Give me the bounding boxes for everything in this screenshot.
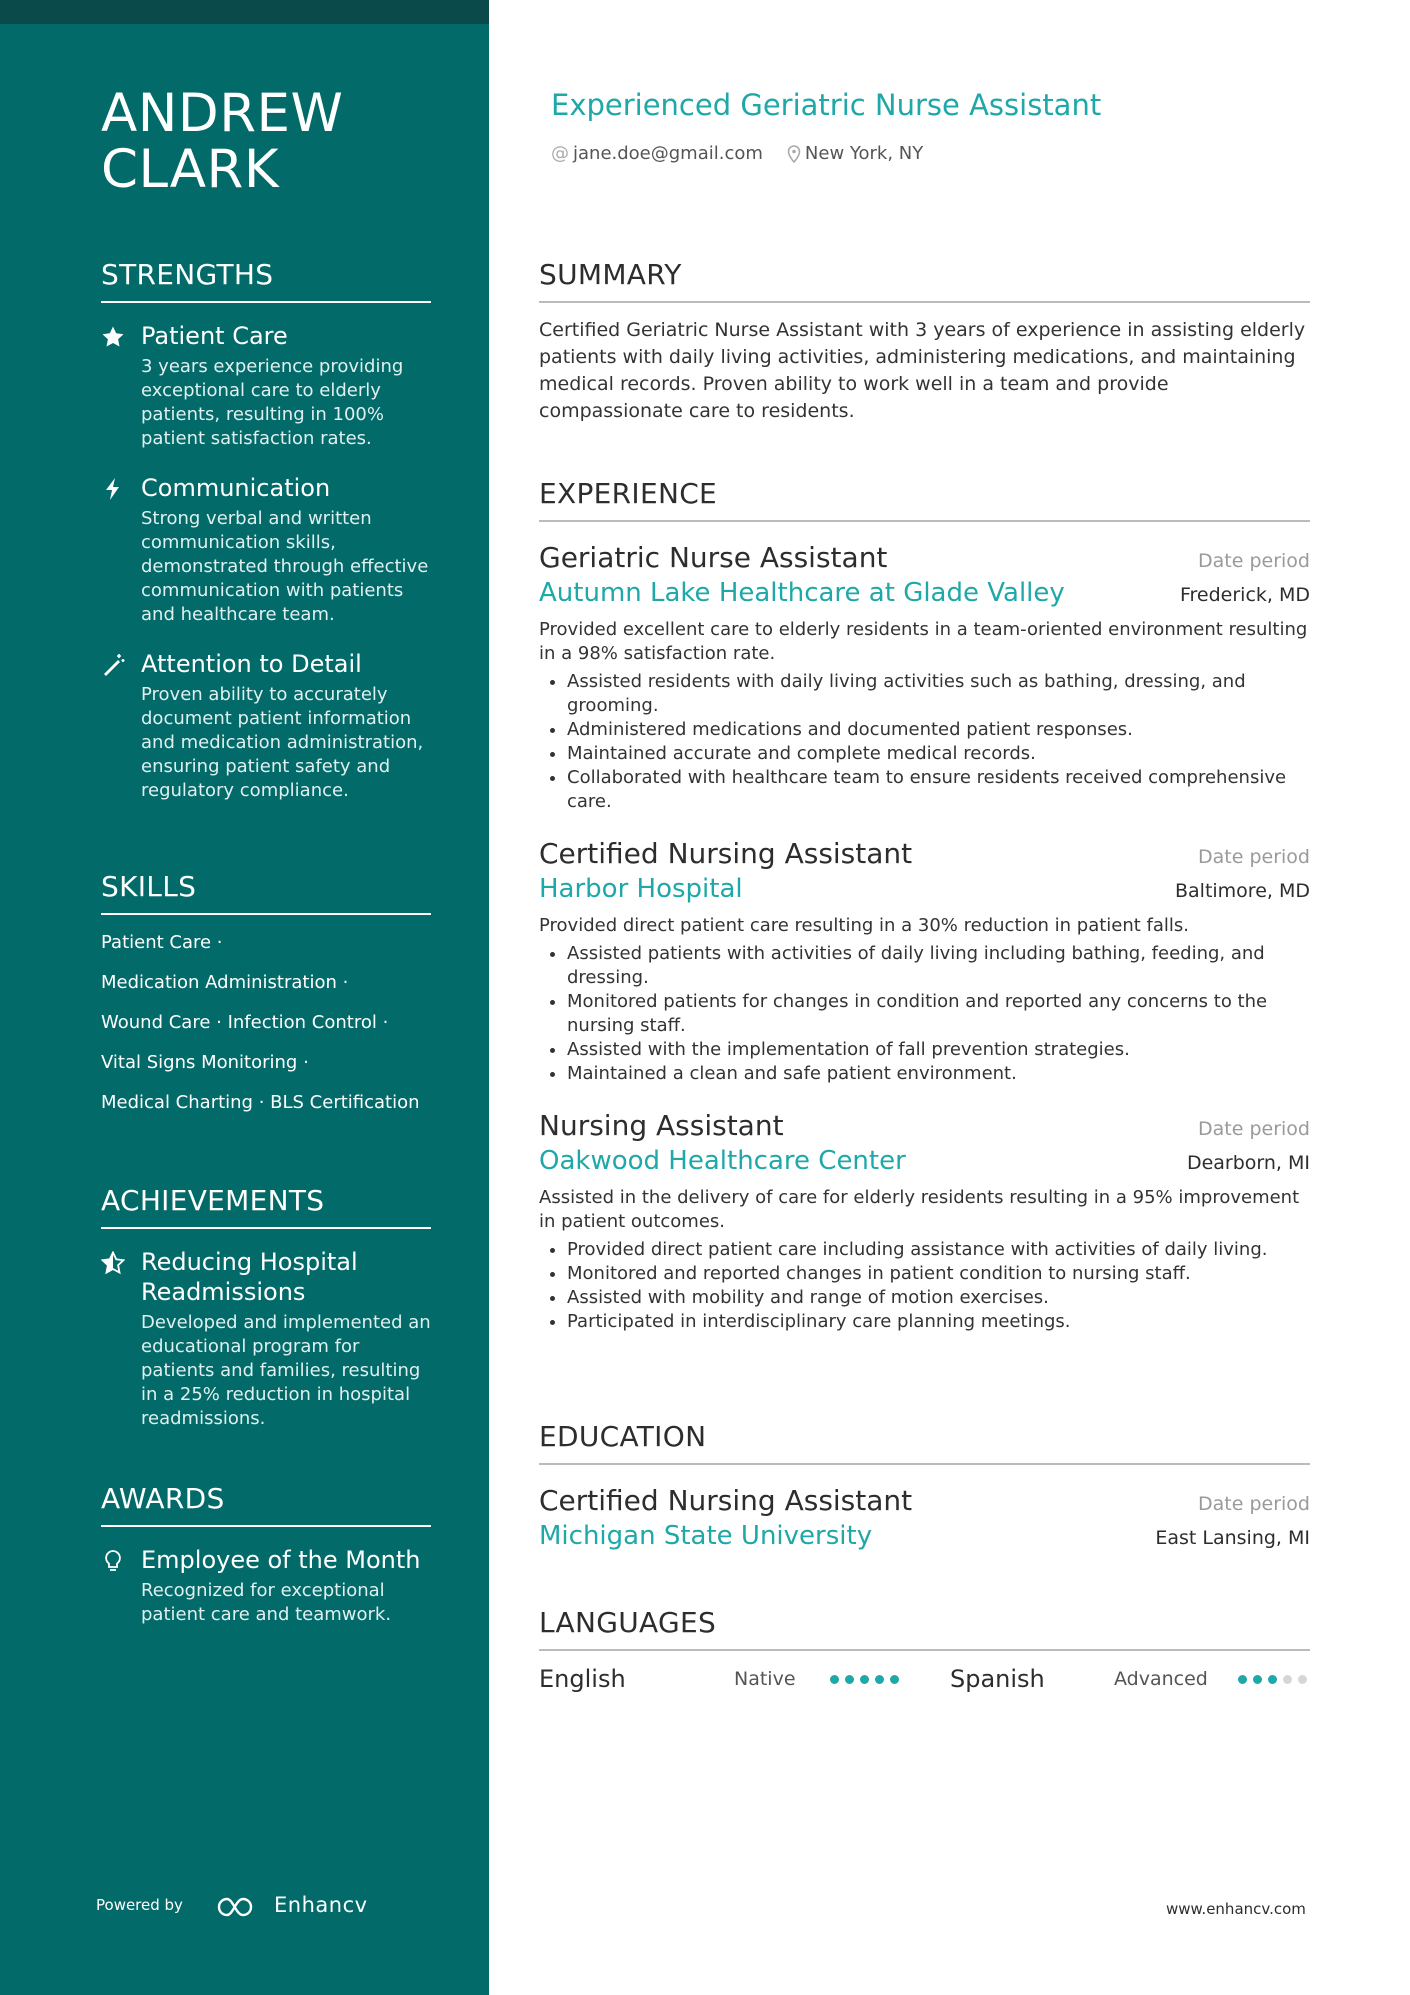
job-bullet: • Assisted patients with activities of daily living including bathing, feeding, and dressing. [567,942,1310,990]
job-company: Autumn Lake Healthcare at Glade Valley [539,578,1065,608]
job-title: Geriatric Nurse Assistant [539,541,888,574]
job-company-row [539,1144,1310,1178]
job-bullets [539,942,1310,1086]
awards-section [101,1482,431,1627]
education-entry [539,1483,1310,1553]
job-bullet: • Monitored and reported changes in patient condition to nursing staff. [567,1262,1310,1286]
candidate-name [101,83,344,200]
sidebar [0,0,489,1995]
skills-heading: SKILLS [101,870,431,915]
job-location: Frederick, MD [1179,584,1310,606]
job-description: Provided excellent care to elderly residents in a team-oriented environment resulting in a 98% satisfaction rate. [539,619,1308,664]
footer-url[interactable]: www.enhancv.com [1166,1900,1306,1918]
strength-item [101,473,431,627]
job-title-row [539,540,1310,576]
proficiency-dot [845,1675,854,1684]
first-name: ANDREW [101,83,344,144]
award-item [101,1545,431,1627]
strength-title: Attention to Detail [141,650,362,678]
location-text: New York, NY [804,143,924,164]
sidebar-top-bar [0,0,489,24]
job-entry [539,1108,1310,1334]
experience-heading: EXPERIENCE [539,477,1310,522]
education-heading: EDUCATION [539,1420,1310,1465]
job-title-row [539,1108,1310,1144]
awards-heading: AWARDS [101,1482,431,1527]
job-description: Provided direct patient care resulting in a 30% reduction in patient falls. [539,915,1190,936]
language-level: Native [734,1668,796,1690]
skill-line: Wound Care · Infection Control · [101,1012,389,1033]
job-bullets [539,1238,1310,1334]
summary-section [539,258,1310,425]
achievement-desc: Developed and implemented an educational program for patients and families, resulting in a 25% reduction in hospital readmissions. [141,1312,431,1429]
strength-item [101,649,431,803]
proficiency-dot [890,1675,899,1684]
job-date: Date period [1198,1118,1310,1140]
skills-section [101,870,431,1115]
job-bullet: • Assisted residents with daily living activities such as bathing, dressing, and grooming. [567,670,1310,718]
job-bullet: • Maintained a clean and safe patient environment. [567,1062,1310,1086]
job-bullet: • Participated in interdisciplinary care planning meetings. [567,1310,1310,1334]
education-school-row [539,1519,1310,1553]
award-title: Employee of the Month [141,1546,421,1574]
job-title-row [539,836,1310,872]
job-bullet: • Assisted with mobility and range of motion exercises. [567,1286,1310,1310]
job-bullets [539,670,1310,814]
language-proficiency-dots [1238,1675,1307,1684]
job-date: Date period [1198,550,1310,572]
job-date: Date period [1198,846,1310,868]
lightbulb-icon [101,1549,125,1573]
strength-desc: Strong verbal and written communication skills, demonstrated through effective communication with patients and healthcare team. [141,508,429,625]
strength-title: Communication [141,474,331,502]
proficiency-dot [1298,1675,1307,1684]
achievements-section [101,1184,431,1431]
achievements-heading: ACHIEVEMENTS [101,1184,431,1229]
magic-wand-icon [101,653,125,677]
job-company-row [539,872,1310,906]
email-text: jane.doe@gmail.com [573,143,763,164]
school: Michigan State University [539,1521,873,1551]
strength-desc: 3 years experience providing exceptional care to elderly patients, resulting in 100% patient satisfaction rates. [141,356,404,449]
languages-section [539,1606,1310,1693]
job-title: Certified Nursing Assistant [539,837,913,870]
award-desc: Recognized for exceptional patient care and teamwork. [141,1580,392,1625]
proficiency-dot [1253,1675,1262,1684]
proficiency-dot [875,1675,884,1684]
job-company-row [539,576,1310,610]
achievement-item [101,1247,431,1431]
job-bullet: • Assisted with the implementation of fall prevention strategies. [567,1038,1310,1062]
proficiency-dot [1238,1675,1247,1684]
job-entry [539,540,1310,814]
job-title: Nursing Assistant [539,1109,784,1142]
proficiency-dot [860,1675,869,1684]
enhancv-brand[interactable]: Enhancv [274,1893,368,1917]
contact-row [551,143,923,164]
skills-list [101,931,431,1115]
skill-line: Patient Care · [101,932,223,953]
powered-by-label: Powered by [96,1896,183,1914]
languages-heading: LANGUAGES [539,1606,1310,1651]
enhancv-logo-icon [216,1896,264,1918]
job-bullet: • Administered medications and documented patient responses. [567,718,1310,742]
strength-title: Patient Care [141,322,288,350]
strengths-section [101,258,431,803]
skill-line: Medical Charting · BLS Certification [101,1092,420,1113]
job-bullet: • Provided direct patient care including assistance with activities of daily living. [567,1238,1310,1262]
proficiency-dot [1283,1675,1292,1684]
language-name: English [539,1665,626,1693]
education-location: East Lansing, MI [1155,1527,1310,1549]
strength-item [101,321,431,451]
summary-heading: SUMMARY [539,258,1310,303]
headline: Experienced Geriatric Nurse Assistant [551,88,1102,122]
location-pin-icon [787,145,801,163]
lightning-icon [101,477,125,501]
proficiency-dot [1268,1675,1277,1684]
at-icon: @ [551,143,569,164]
job-company: Harbor Hospital [539,874,743,904]
language-level: Advanced [1114,1668,1208,1690]
language-name: Spanish [950,1665,1045,1693]
achievement-title: Reducing Hospital Readmissions [141,1248,358,1306]
education-section [539,1420,1310,1553]
strengths-heading: STRENGTHS [101,258,431,303]
job-bullet: • Collaborated with healthcare team to ensure residents received comprehensive care. [567,766,1310,814]
languages-row [539,1665,1310,1693]
job-bullet: • Maintained accurate and complete medical records. [567,742,1310,766]
job-bullet: • Monitored patients for changes in condition and reported any concerns to the nursing staff. [567,990,1310,1038]
language-proficiency-dots [830,1675,950,1684]
job-company: Oakwood Healthcare Center [539,1146,906,1176]
strength-desc: Proven ability to accurately document patient information and medication administration, ensuring patient safety and regulatory compliance. [141,684,424,801]
summary-text: Certified Geriatric Nurse Assistant with 3 years of experience in assisting elderly patients with daily living activities, administering medications, and maintaining medical records. Proven ability to work well in a team and provide compassionate care to residents. [539,319,1306,422]
skill-line: Vital Signs Monitoring · [101,1052,309,1073]
proficiency-dot [830,1675,839,1684]
education-title-row [539,1483,1310,1519]
email-contact[interactable] [551,143,763,164]
skill-line: Medication Administration · [101,972,349,993]
last-name: CLARK [101,139,280,200]
job-entry [539,836,1310,1086]
job-description: Assisted in the delivery of care for elderly residents resulting in a 95% improvement in patient outcomes. [539,1187,1300,1232]
job-location: Dearborn, MI [1186,1152,1310,1174]
star-icon [101,325,125,349]
job-location: Baltimore, MD [1174,880,1310,902]
location-contact [787,143,923,164]
degree: Certified Nursing Assistant [539,1484,913,1517]
star-half-icon [101,1251,125,1275]
education-date: Date period [1198,1493,1310,1515]
experience-section [539,477,1310,1334]
